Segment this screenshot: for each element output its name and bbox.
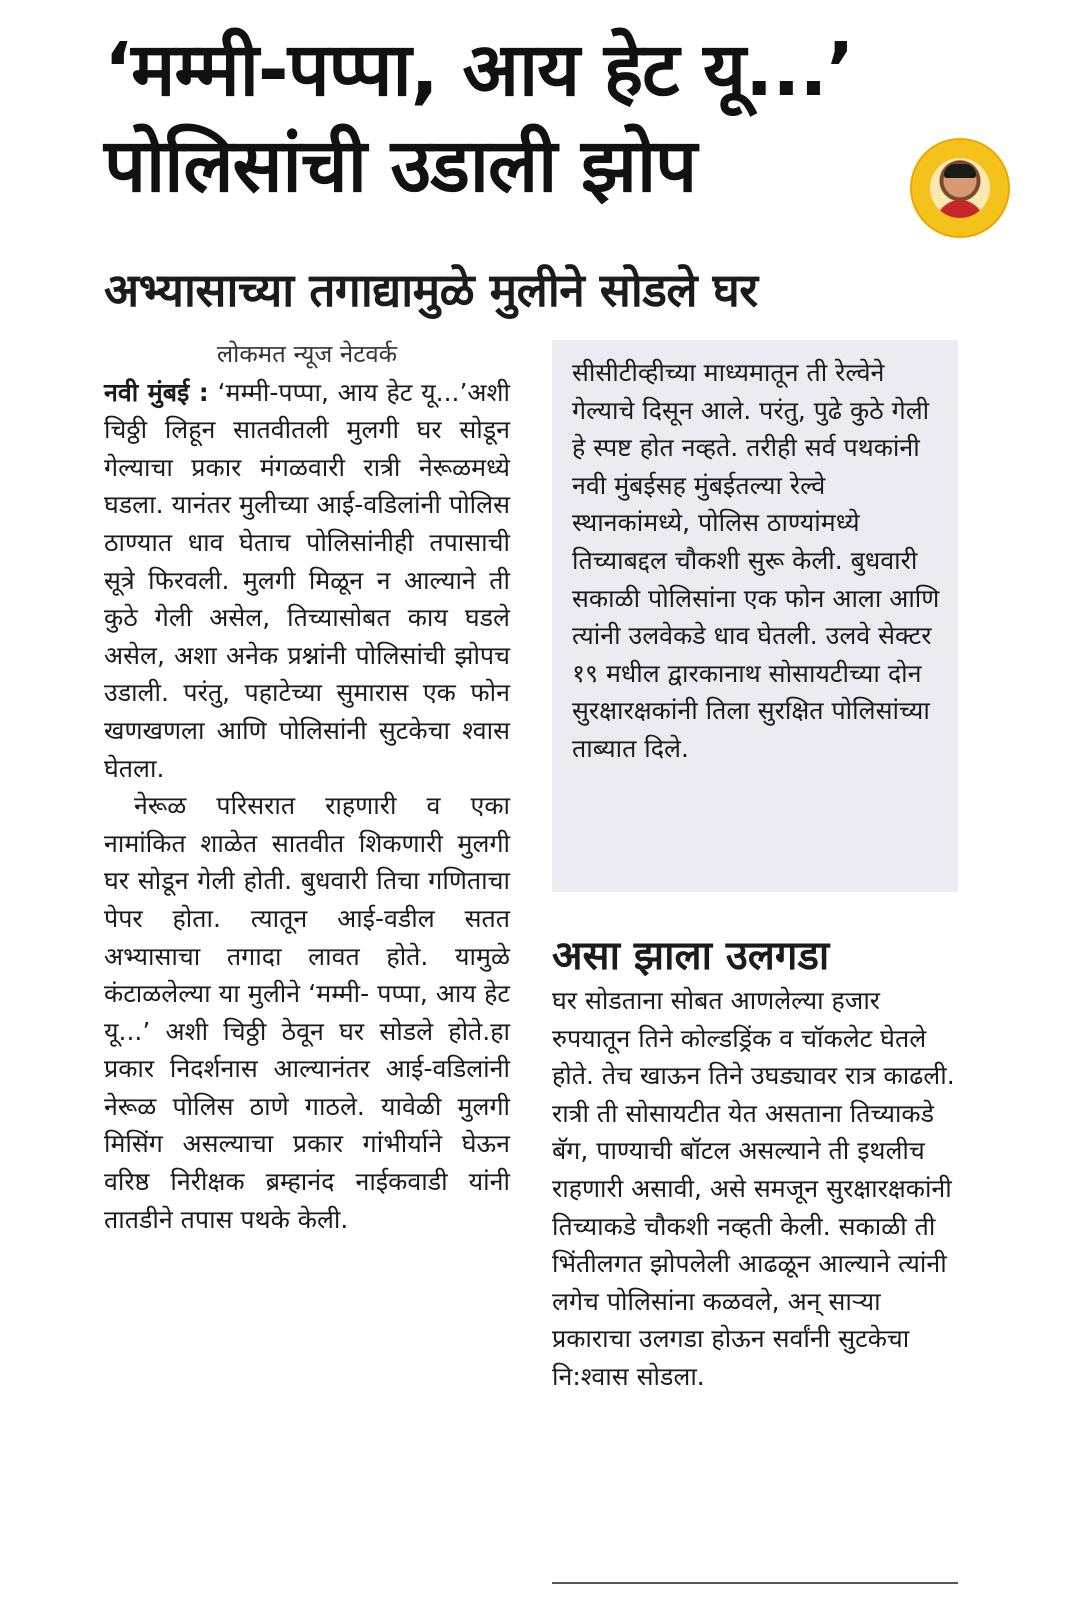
highlight-box: सीसीटीव्हीच्या माध्यमातून ती रेल्वेने गेल्याचे दिसून आले. परंतु, पुढे कुठे गेली हे स्पष्ट होत नव्हते. तरीही सर्व पथकांनी नवी मुंबईसह मुंबईतल्या रेल्वे स्थानकांमध्ये, पोलिस ठाण्यांमध्ये तिच्याबद्दल चौकशी सुरू केली. बुधवारी सकाळी पोलिसांना एक फोन आला आणि त्यांनी उलवेकडे धाव घेतली. उलवे सेक्टर १९ मधील द्वारकानाथ सोसायटीच्या दोन सुरक्षारक्षकांनी तिला सुरक्षित पोलिसांच्या ताब्यात दिले. <box>552 340 958 892</box>
article-paragraph-3: घर सोडताना सोबत आणलेल्या हजार रुपयातून तिने कोल्डड्रिंक व चॉकलेट घेतले होते. तेच खाऊन तिने उघड्यावर रात्र काढली. रात्री ती सोसायटीत येत असताना तिच्याकडे बॅग, पाण्याची बॉटल असल्याने ती इथलीच राहणारी असावी, असे समजून सुरक्षारक्षकांनी तिच्याकडे चौकशी नव्हती केली. सकाळी ती भिंतीलगत झोपलेली आढळून आल्याने त्यांनी लगेच पोलिसांना कळवले, अन् साऱ्या प्रकाराचा उलगडा होऊन सर्वांनी सुटकेचा नि:श्वास सोडला. <box>552 986 955 1391</box>
avatar-hair <box>944 164 976 178</box>
sub-headline: अभ्यासाच्या तगाद्यामुळे मुलीने सोडले घर <box>104 263 758 317</box>
headline-line-1: ‘मम्मी-पप्पा, आय हेट यू...’ <box>104 27 854 113</box>
article-left-column <box>104 336 510 1238</box>
headline-line-2: पोलिसांची उडाली झोप <box>104 123 697 209</box>
article-paragraph-2: नेरूळ परिसरात राहणारी व एका नामांकित शाळेत सातवीत शिकणारी मुलगी घर सोडून गेली होती. बुधवारी तिचा गणिताचा पेपर होता. त्यातून आई-वडील सतत अभ्यासाचा तगादा लावत होते. यामुळे कंटाळलेल्या या मुलीने ‘मम्मी- पप्पा, आय हेट यू...’ अशी चिठ्ठी ठेवून घर सोडले होते.हा प्रकार निदर्शनास आल्यानंतर आई-वडिलांनी नेरूळ पोलिस ठाणे गाठले. यावेळी मुलगी मिसिंग असल्याचा प्रकार गांभीर्याने घेऊन वरिष्ठ निरीक्षक ब्रम्हानंद नाईकवाडी यांनी तातडीने तपास पथके केली. <box>104 791 510 1234</box>
avatar <box>930 158 990 218</box>
watermark-badge <box>912 140 1008 236</box>
avatar-shirt <box>936 200 984 218</box>
divider <box>552 1582 958 1584</box>
byline: लोकमत न्यूज नेटवर्क <box>216 340 398 368</box>
headline <box>104 22 934 214</box>
article-paragraph-1 <box>104 374 510 788</box>
paragraph-1-text: ‘मम्मी-पप्पा, आय हेट यू...’अशी चिठ्ठी लिहून सातवीतली मुलगी घर सोडून गेल्याचा प्रकार मंगळवारी रात्री नेरूळमध्ये घडला. यानंतर मुलीच्या आई-वडिलांनी पोलिस ठाण्यात धाव घेताच पोलिसांनीही तपासाची सूत्रे फिरवली. मुलगी मिळून न आल्याने ती कुठे गेली असेल, तिच्यासोबत काय घडले असेल, अशा अनेक प्रश्नांनी पोलिसांची झोपच उडाली. परंतु, पहाटेच्या सुमारास एक फोन खणखणला आणि पोलिसांनी सुटकेचा श्वास घेतला. <box>104 377 510 783</box>
dateline: नवी मुंबई : <box>104 377 209 407</box>
section-heading: असा झाला उलगडा <box>552 933 830 979</box>
